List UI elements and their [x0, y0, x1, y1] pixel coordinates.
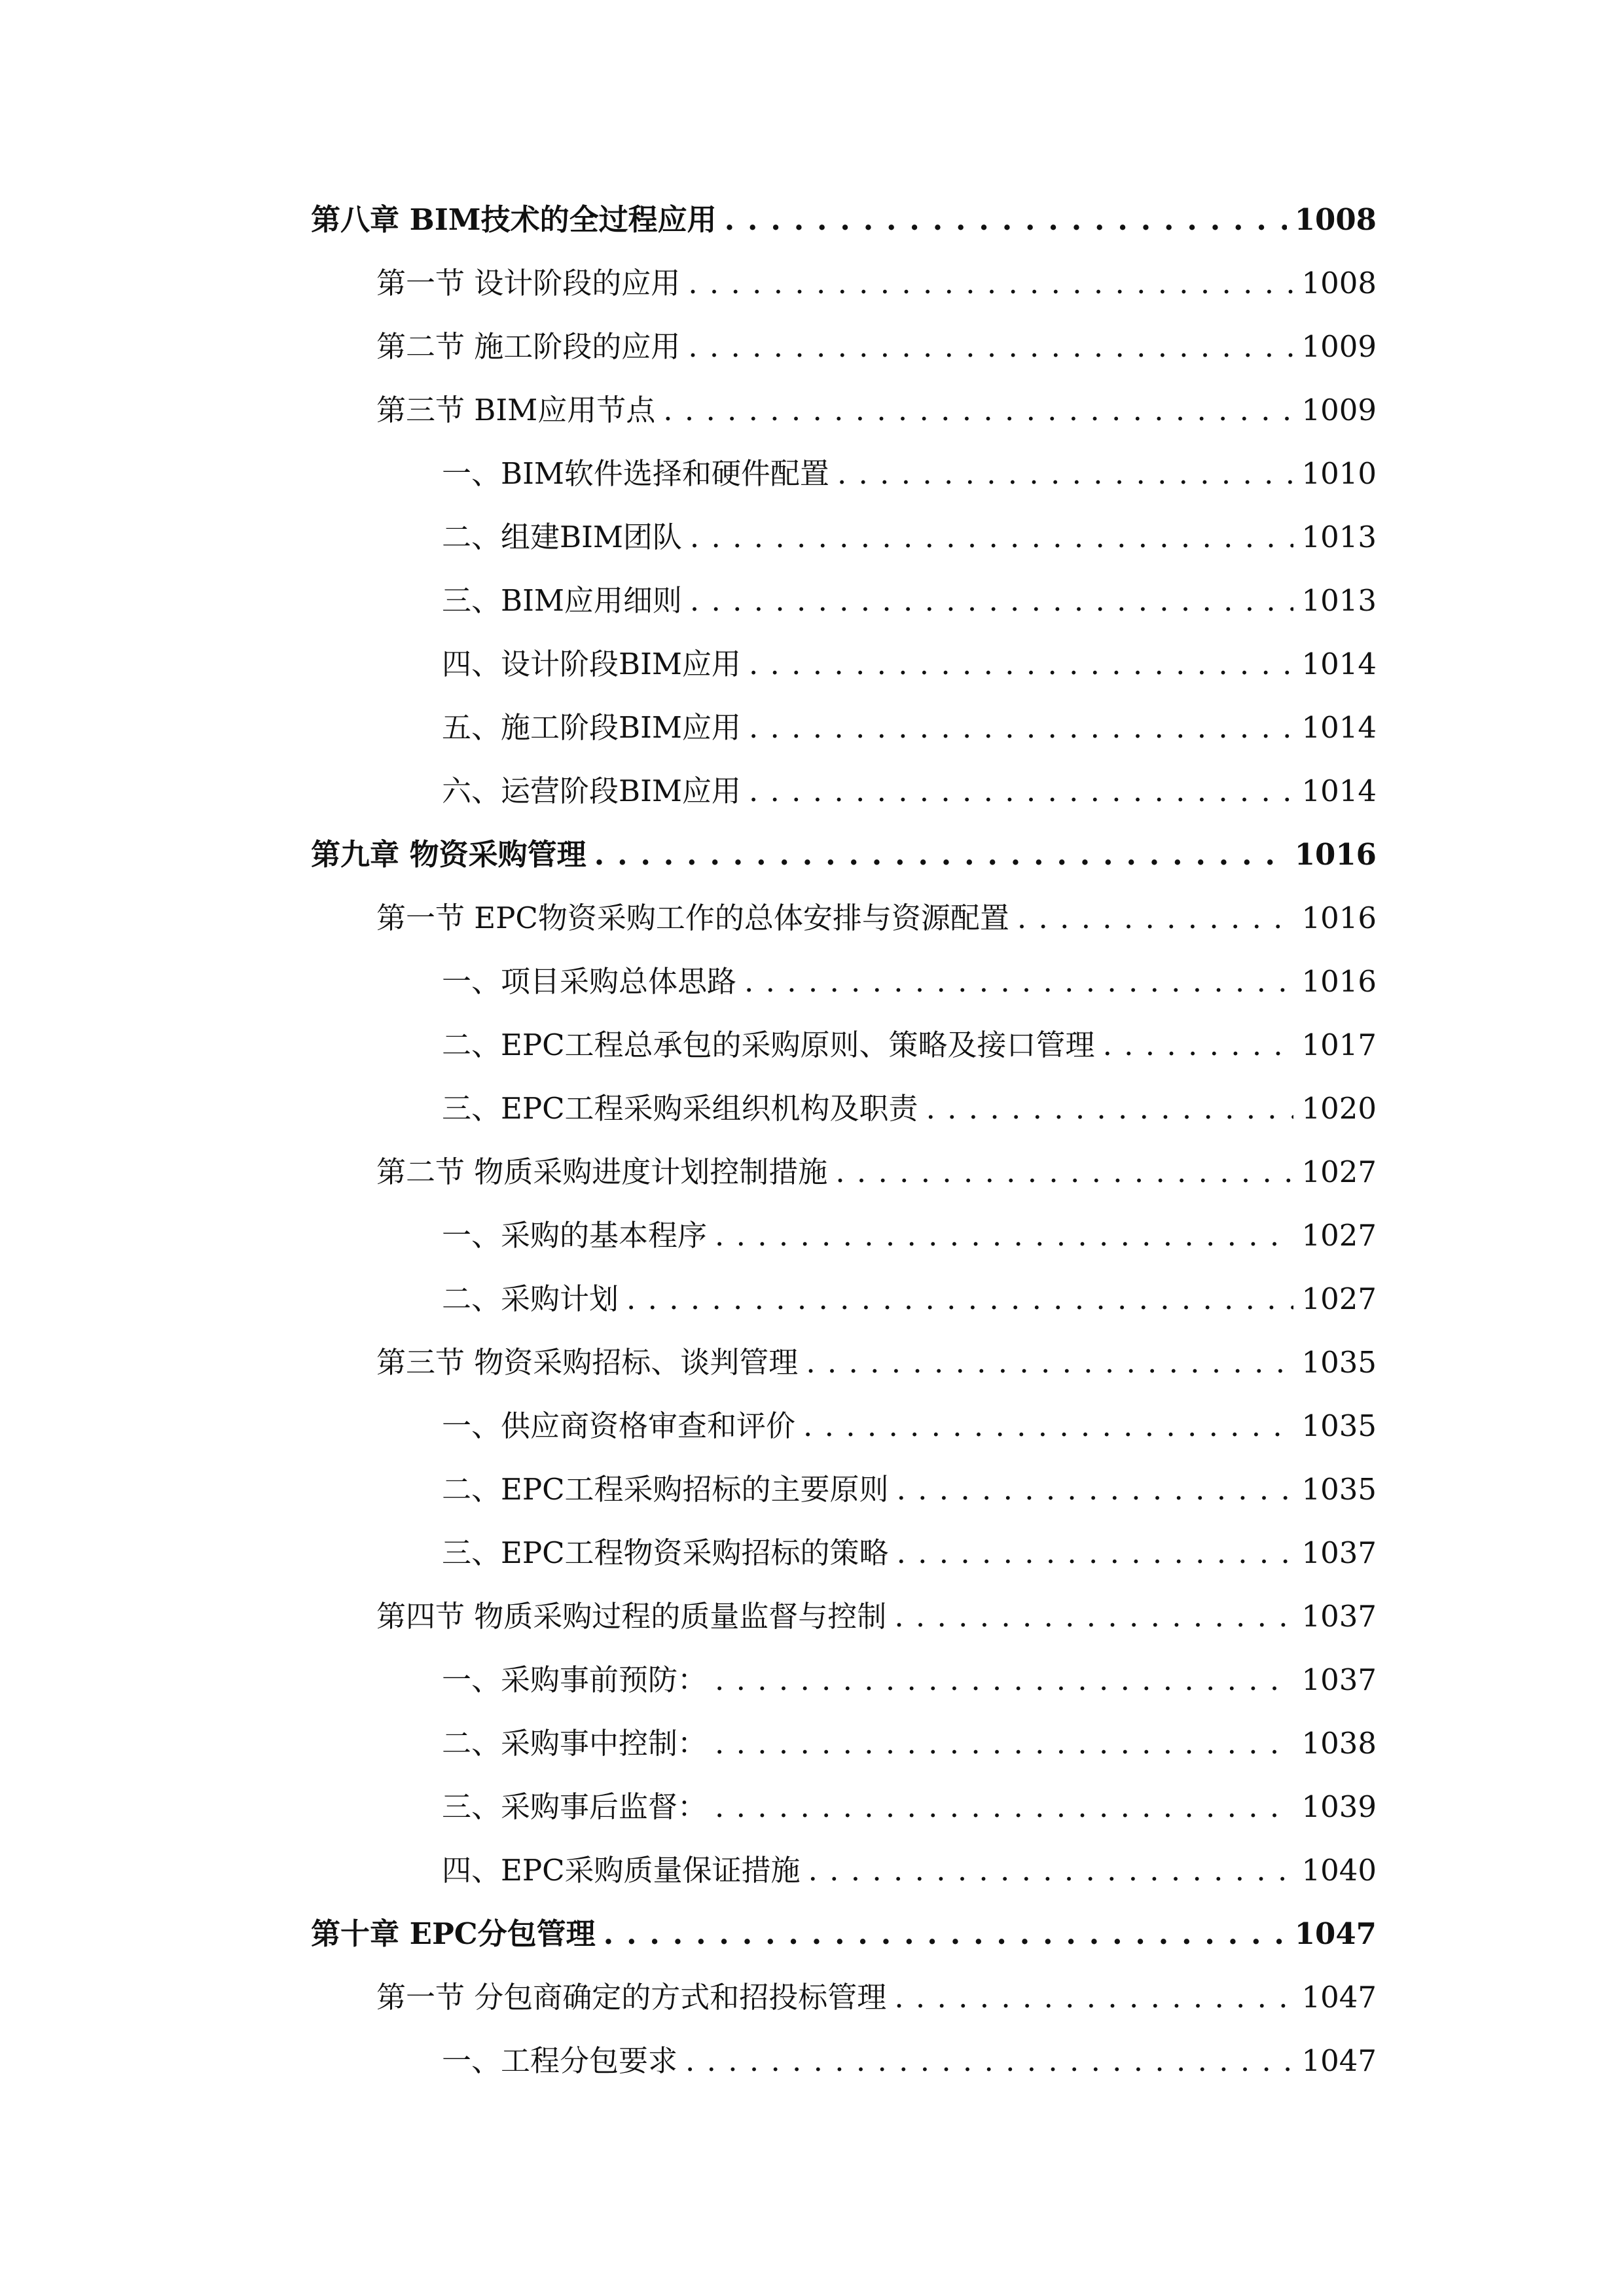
- dot-leader: [725, 196, 1287, 243]
- toc-entry-title: 第一节 分包商确定的方式和招投标管理: [376, 1980, 887, 2015]
- toc-entry-page: 1008: [1294, 202, 1377, 237]
- dot-leader: [604, 1910, 1287, 1958]
- toc-entry[interactable]: [442, 1847, 1377, 1894]
- toc-entry-page: 1013: [1301, 520, 1377, 554]
- toc-entry-page: 1035: [1301, 1408, 1377, 1443]
- dot-leader: [803, 1403, 1293, 1450]
- toc-entry-title: 三、采购事后监督：: [442, 1789, 708, 1824]
- toc-entry[interactable]: [442, 514, 1377, 561]
- toc-entry[interactable]: [442, 1720, 1377, 1767]
- toc-entry-page: 1039: [1301, 1789, 1377, 1824]
- toc-entry[interactable]: [376, 387, 1377, 434]
- toc-entry[interactable]: [442, 768, 1377, 815]
- toc-entry[interactable]: [442, 641, 1377, 688]
- toc-entry-page: 1027: [1301, 1155, 1377, 1189]
- dot-leader: [749, 704, 1294, 751]
- toc-entry-title: 四、EPC采购质量保证措施: [442, 1853, 801, 1888]
- toc-entry[interactable]: [442, 1022, 1377, 1069]
- toc-entry-title: 第十章 EPC分包管理: [311, 1916, 596, 1951]
- toc-entry-page: 1037: [1301, 1662, 1377, 1697]
- toc-entry-title: 第八章 BIM技术的全过程应用: [311, 202, 717, 237]
- toc-entry-title: 四、设计阶段BIM应用: [442, 647, 741, 681]
- dot-leader: [894, 1593, 1293, 1640]
- toc-entry-title: 二、采购事中控制：: [442, 1726, 708, 1761]
- toc-entry-title: 第二节 物质采购进度计划控制措施: [376, 1155, 828, 1189]
- dot-leader: [808, 1847, 1294, 1894]
- toc-entry-title: 二、EPC工程总承包的采购原则、策略及接口管理: [442, 1028, 1095, 1062]
- toc-entry-page: 1016: [1301, 901, 1377, 935]
- toc-entry-title: 第一节 设计阶段的应用: [376, 266, 681, 300]
- toc-entry-page: 1014: [1301, 647, 1377, 681]
- toc-entry-page: 1010: [1301, 456, 1377, 491]
- toc-entry[interactable]: [311, 1910, 1377, 1958]
- toc-entry[interactable]: [442, 2037, 1377, 2085]
- toc-entry-title: 一、供应商资格审查和评价: [442, 1408, 796, 1443]
- toc-entry[interactable]: [442, 450, 1377, 497]
- dot-leader: [663, 387, 1293, 434]
- toc-entry-title: 第一节 EPC物资采购工作的总体安排与资源配置: [376, 901, 1009, 935]
- toc-entry-page: 1008: [1301, 266, 1377, 300]
- toc-entry[interactable]: [376, 1149, 1377, 1196]
- toc-entry-title: 第三节 BIM应用节点: [376, 393, 656, 427]
- toc-entry-title: 三、EPC工程物资采购招标的策略: [442, 1535, 889, 1570]
- toc-entry-page: 1009: [1301, 393, 1377, 427]
- dot-leader: [690, 514, 1294, 561]
- toc-entry[interactable]: [442, 1657, 1377, 1704]
- toc-entry-title: 二、组建BIM团队: [442, 520, 682, 554]
- dot-leader: [835, 1149, 1293, 1196]
- toc-entry-page: 1047: [1301, 1980, 1377, 2015]
- toc-entry-title: 第九章 物资采购管理: [311, 837, 586, 872]
- toc-entry-title: 一、采购事前预防：: [442, 1662, 708, 1697]
- toc-entry-title: 第二节 施工阶段的应用: [376, 329, 681, 364]
- toc-entry-title: 第四节 物质采购过程的质量监督与控制: [376, 1599, 887, 1634]
- toc-entry-page: 1037: [1301, 1599, 1377, 1634]
- dot-leader: [715, 1212, 1293, 1259]
- dot-leader: [749, 768, 1294, 815]
- toc-entry-title: 第三节 物资采购招标、谈判管理: [376, 1345, 799, 1380]
- toc-entry[interactable]: [376, 323, 1377, 370]
- toc-entry-page: 1038: [1301, 1726, 1377, 1761]
- toc-entry[interactable]: [376, 260, 1377, 307]
- toc-entry-title: 二、EPC工程采购招标的主要原则: [442, 1472, 889, 1507]
- dot-leader: [715, 1784, 1293, 1831]
- toc-entry[interactable]: [442, 1276, 1377, 1323]
- toc-entry-page: 1047: [1301, 2043, 1377, 2078]
- toc-entry-page: 1035: [1301, 1345, 1377, 1380]
- toc-entry-title: 一、BIM软件选择和硬件配置: [442, 456, 829, 491]
- dot-leader: [926, 1085, 1294, 1132]
- toc-entry-title: 五、施工阶段BIM应用: [442, 710, 741, 745]
- toc-entry-page: 1035: [1301, 1472, 1377, 1507]
- toc-entry[interactable]: [376, 1593, 1377, 1640]
- dot-leader: [894, 1974, 1293, 2021]
- dot-leader: [715, 1720, 1293, 1767]
- toc-entry[interactable]: [442, 577, 1377, 624]
- dot-leader: [897, 1466, 1294, 1513]
- toc-entry-page: 1017: [1301, 1028, 1377, 1062]
- toc-entry[interactable]: [376, 1339, 1377, 1386]
- toc-entry-title: 一、工程分包要求: [442, 2043, 678, 2078]
- dot-leader: [806, 1339, 1293, 1386]
- dot-leader: [837, 450, 1294, 497]
- toc-entry-page: 1016: [1294, 837, 1377, 872]
- dot-leader: [688, 323, 1293, 370]
- toc-entry-title: 三、EPC工程采购采组织机构及职责: [442, 1091, 918, 1126]
- toc-entry[interactable]: [311, 831, 1377, 878]
- dot-leader: [715, 1657, 1293, 1704]
- toc-entry[interactable]: [376, 1974, 1377, 2021]
- toc-entry-page: 1020: [1301, 1091, 1377, 1126]
- dot-leader: [1103, 1022, 1294, 1069]
- toc-entry-page: 1016: [1301, 964, 1377, 999]
- dot-leader: [897, 1530, 1294, 1577]
- dot-leader: [685, 2037, 1293, 2085]
- toc-entry[interactable]: [442, 1085, 1377, 1132]
- toc-entry-page: 1047: [1294, 1916, 1377, 1951]
- dot-leader: [626, 1276, 1293, 1323]
- toc-entry-title: 一、采购的基本程序: [442, 1218, 708, 1253]
- toc-entry-page: 1027: [1301, 1282, 1377, 1316]
- toc-entry[interactable]: [442, 1784, 1377, 1831]
- toc-entry[interactable]: [311, 196, 1377, 243]
- toc-entry-page: 1037: [1301, 1535, 1377, 1570]
- toc-entry-page: 1014: [1301, 710, 1377, 745]
- dot-leader: [594, 831, 1287, 878]
- dot-leader: [688, 260, 1293, 307]
- toc-entry[interactable]: [376, 895, 1377, 942]
- toc-entry[interactable]: [442, 1530, 1377, 1577]
- toc-entry[interactable]: [442, 1466, 1377, 1513]
- toc-entry[interactable]: [442, 704, 1377, 751]
- toc-entry[interactable]: [442, 1403, 1377, 1450]
- toc-entry-title: 二、采购计划: [442, 1282, 619, 1316]
- toc-entry-title: 六、运营阶段BIM应用: [442, 774, 741, 808]
- toc-entry-page: 1009: [1301, 329, 1377, 364]
- toc-entry-page: 1013: [1301, 583, 1377, 618]
- toc-entry[interactable]: [442, 1212, 1377, 1259]
- dot-leader: [749, 641, 1294, 688]
- dot-leader: [1017, 895, 1294, 942]
- dot-leader: [744, 958, 1293, 1005]
- toc-entry-page: 1014: [1301, 774, 1377, 808]
- toc-entry-title: 三、BIM应用细则: [442, 583, 682, 618]
- toc-entry[interactable]: [442, 958, 1377, 1005]
- toc-entry-title: 一、项目采购总体思路: [442, 964, 737, 999]
- toc-entry-page: 1040: [1301, 1853, 1377, 1888]
- toc-entry-page: 1027: [1301, 1218, 1377, 1253]
- dot-leader: [690, 577, 1294, 624]
